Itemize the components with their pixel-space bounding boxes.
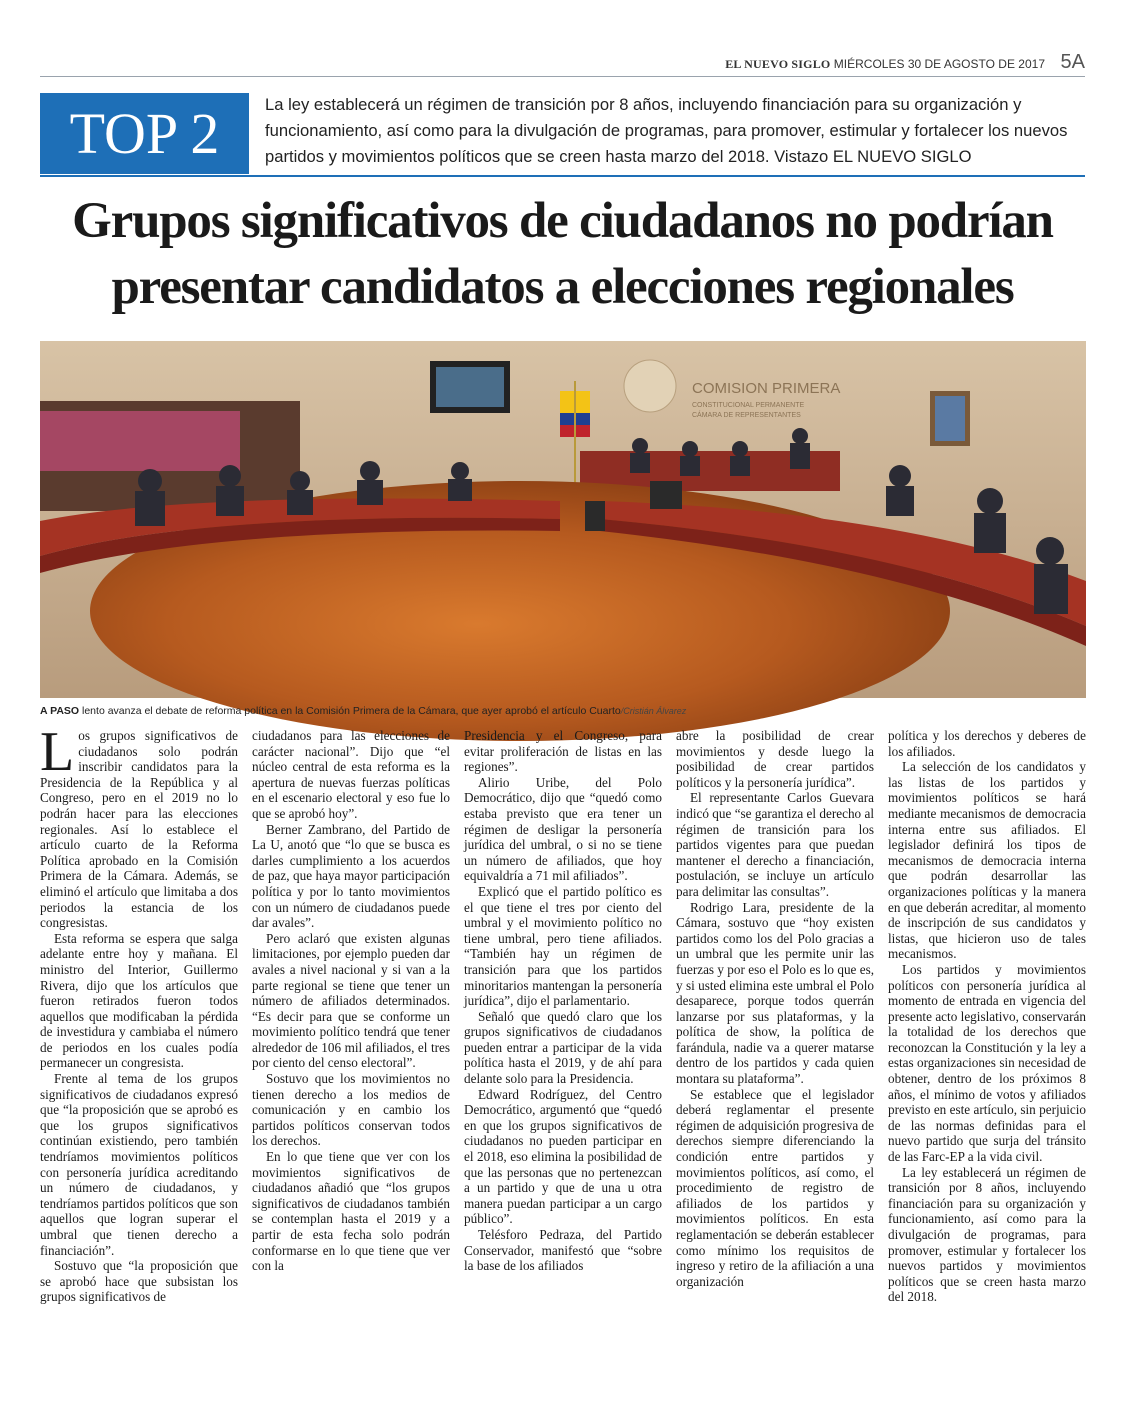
article-paragraph: ciudadanos para las elecciones de carácter nacional”. Dijo que “el núcleo central de esta reforma es la apertura de nuevas fuerzas políticas en el escenario electoral y eso fue lo que se aprobó hoy”. [252, 728, 450, 821]
section-badge: TOP 2 [40, 93, 249, 174]
issue-info [725, 57, 1045, 72]
page-number: 5A [1060, 51, 1085, 73]
kicker-text: La ley establecerá un régimen de transición por 8 años, incluyendo financiación para su organización y funcionamiento, así como para la divulgación de programas, para promover, estimular y fortalecer los nuevos partidos y movimientos políticos que se creen hasta marzo del 2018. Vistazo EL NUEVO SIGLO [265, 95, 1068, 166]
article-photo [40, 341, 1086, 698]
article-paragraph: La ley establecerá un régimen de transición por 8 años, incluyendo financiación para su organización y funcionamiento, así como para la divulgación de programas, para promover, estimular y fortalecer los nuevos partidos y movimientos políticos que se creen hasta marzo del 2018. [888, 1164, 1086, 1305]
article-paragraph: Berner Zambrano, del Partido de La U, anotó que “lo que se busca es darles cumplimiento a los acuerdos de paz, que haya mayor participación política y por lo tanto movimientos con un número de ciudadanos puede dar avales”. [252, 821, 450, 931]
photo-credit: /Cristián Álvarez [620, 706, 687, 716]
article-column-1 [40, 721, 238, 1305]
article-paragraph: El representante Carlos Guevara indicó que “se garantiza el derecho al régimen de transición para los partidos vigentes para que puedan mantener el derecho a financiación, postulación, se incluye un artículo para delimitar las consultas”. [676, 790, 874, 899]
article-paragraph: En lo que tiene que ver con los movimientos significativos de ciudadanos añadió que “los grupos significativos de ciudadanos también se contemplan hasta el 2019 y a partir de esta fecha solo podrán conformarse en lo que tiene que ver con la [252, 1149, 450, 1274]
article-paragraph: Explicó que el partido político es el que tiene el tres por ciento del umbral y el movimiento político no tiene umbral, pero tiene afiliados. “También hay un régimen de transición para que los partidos minoritarios mantengan la personería jurídica”, dijo el parlamentario. [464, 883, 662, 1009]
banner-divider [40, 175, 1085, 177]
article-column-5 [888, 728, 1086, 1305]
article-column-3 [464, 728, 662, 1293]
article-paragraph: Edward Rodríguez, del Centro Democrático, argumentó que “quedó en que los grupos significativos de ciudadanos no pueden participar en el 2018, eso elimina la posibilidad de que las personas que no pertenezcan a un partido y que de una u otra manera puedan participar a un cargo público”. [464, 1086, 662, 1227]
room-sign: COMISION PRIMERA [692, 380, 841, 397]
article-paragraph: Telésforo Pedraza, del Partido Conservador, manifestó que “sobre la base de los afiliados [464, 1227, 662, 1274]
article-body [40, 721, 1086, 1305]
article-column-2 [252, 728, 450, 1293]
article-headline: Grupos significativos de ciudadanos no podrían presentar candidatos a elecciones regionales [72, 193, 1053, 315]
masthead [40, 50, 1085, 77]
article-paragraph: Frente al tema de los grupos significativos de ciudadanos expresó que “la proposición que se aprobó es que los grupos significativos continúan existiendo, pero también tendríamos movimientos políticos con personería jurídica acreditando un número de ciudadanos, y tendríamos partidos políticos que son aquellos que logran superar el umbral que tienen derecho a financiación”. [40, 1071, 238, 1258]
article-paragraph: Los grupos significativos de ciudadanos solo podrán inscribir candidatos para la Presidencia de la República y al Congreso, pero en el 2019 no lo podrán hacer para las elecciones regionales. Así lo establece el artículo cuarto de la Reforma Política aprobado en la Comisión Primera de la Cámara. Además, se eliminó el artículo que limitaba a dos periodos la estancia de los congresistas. [40, 721, 238, 931]
article-paragraph: abre la posibilidad de crear movimientos y desde luego la posibilidad de crear partidos políticos y la personería jurídica”. [676, 728, 874, 790]
article-paragraph: política y los derechos y deberes de los afiliados. [888, 728, 1086, 759]
article-paragraph: Los partidos y movimientos políticos con personería jurídica al momento de entrada en vigencia del presente acto legislativo, conservarán la totalidad de los derechos que reconozcan la Constitución y la ley a estas organizaciones sin necesidad de obtener, dentro de los próximos 8 años, el mínimo de votos y afiliados previsto en este artículo, sin perjuicio de las normas definidas para el nuevo partido que surja del tránsito de las Farc-EP a la vida civil. [888, 961, 1086, 1165]
issue-date: MIÉRCOLES 30 DE AGOSTO DE 2017 [833, 57, 1045, 71]
room-sign-line3: CÁMARA DE REPRESENTANTES [692, 412, 801, 419]
article-paragraph: Presidencia y el Congreso, para evitar proliferación de listas en las regiones”. [464, 728, 662, 775]
article-paragraph: Esta reforma se espera que salga adelante entre hoy y mañana. El ministro del Interior, Guillermo Rivera, dijo que los artículos que fueron retirados fueron todos aquellos que modificaban la pérdida de investidura y cambiaba el número de periodos en los cuales podía permanecer un congresista. [40, 930, 238, 1071]
article-paragraph: Sostuvo que “la proposición que se aprobó hace que subsistan los grupos significativos de [40, 1258, 238, 1305]
drop-cap: L [40, 721, 75, 783]
article-paragraph: Señaló que quedó claro que los grupos significativos de ciudadanos pueden entrar a participar de la vida política hasta el 2019, y de ahí para delante solo para la Presidencia. [464, 1008, 662, 1087]
photo-caption [40, 705, 1086, 717]
caption-lead: A PASO [40, 705, 80, 717]
article-paragraph: Pero aclaró que existen algunas limitaciones, por ejemplo pueden dar avales a nivel nacional y si van a la parte regional se tiene que tener un número de afiliados determinados. “Es decir para que se conforme un movimiento político tendrá que tener alrededor de 106 mil afiliados, el tres por ciento del censo electoral”. [252, 930, 450, 1071]
newspaper-name: EL NUEVO SIGLO [725, 57, 831, 71]
caption-text: lento avanza el debate de reforma política en la Comisión Primera de la Cámara, que ayer aprobó el artículo Cuarto [79, 705, 621, 717]
article-paragraph: Sostuvo que los movimientos no tienen derecho a los medios de comunicación y en cambio los partidos políticos conservan todos los derechos. [252, 1071, 450, 1149]
article-paragraph: Se establece que el legislador deberá reglamentar el presente régimen de adquisición progresiva de derechos siempre diferenciando la condición entre partidos y movimientos políticos, así como, el procedimiento de registro de afiliados de los partidos y movimientos políticos. En esta reglamentación se deberán establecer como mínimo los requisitos de ingreso y retiro de la afiliación a una organización [676, 1086, 874, 1289]
article-paragraph: Alirio Uribe, del Polo Democrático, dijo que “quedó como estaba previsto que era tener un régimen de desligar la personería jurídica del umbral, o si no se tiene un número de afiliados, que hoy equivaldría a 71 mil afiliados”. [464, 774, 662, 884]
room-sign-line2: CONSTITUCIONAL PERMANENTE [692, 402, 805, 409]
article-paragraph: La selección de los candidatos y las listas de los partidos y movimientos políticos se hará mediante mecanismos de democracia interna entre sus afiliados. El legislador definirá los tipos de mecanismos de democracia interna que podrán desarrollar las organizaciones políticas y la manera en que deberán acreditar, al momento de inscripción de sus candidatos y listas, que hicieron uso de tales mecanismos. [888, 759, 1086, 962]
article-paragraph: Rodrigo Lara, presidente de la Cámara, sostuvo que “hoy existen partidos como los del Polo gracias a un umbral que les permite unir las fuerzas y por eso el Polo es lo que es, y si usted elimina este umbral el Polo desaparece, porque todos querrán lanzarse por sus plataformas, y la política de show, la política de farándula, nadie va a querer matarse dentro de los partidos y cada quien montara su plataforma”. [676, 899, 874, 1087]
article-column-4 [676, 728, 874, 1293]
